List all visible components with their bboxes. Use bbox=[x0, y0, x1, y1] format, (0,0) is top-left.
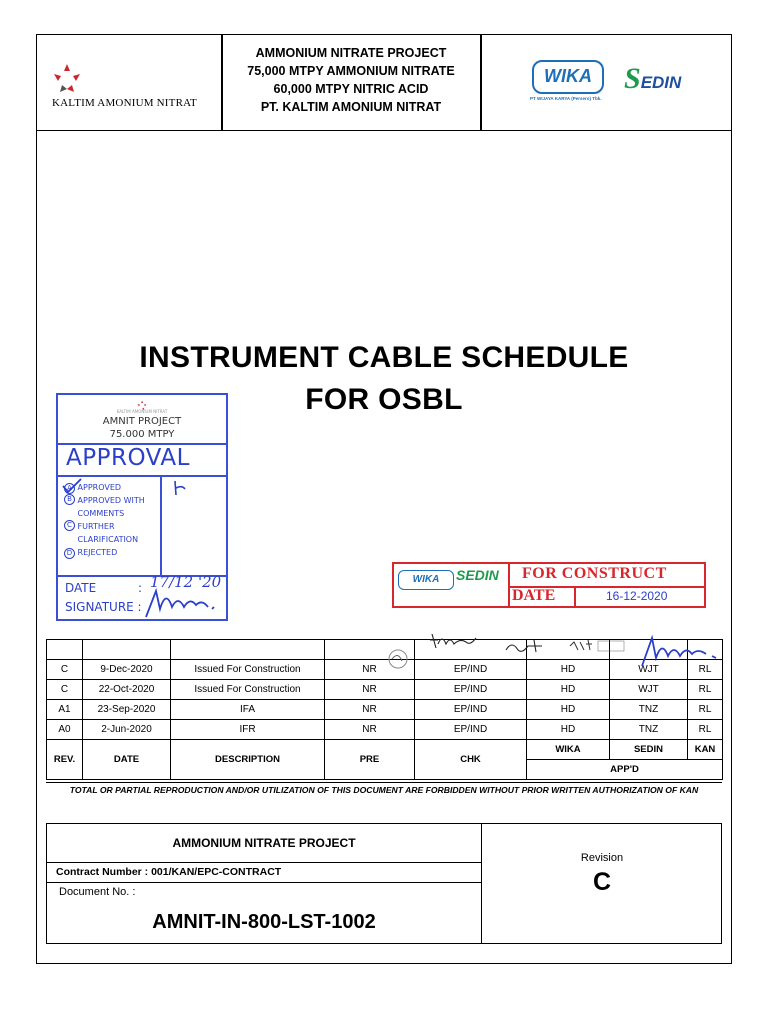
stamp-signature bbox=[138, 581, 228, 621]
rev-cell: A1 bbox=[47, 700, 83, 720]
rev-cell: C bbox=[47, 660, 83, 680]
option-approved: APPROVED bbox=[77, 483, 122, 492]
header-date: DATE bbox=[83, 740, 171, 780]
wika-subtext: PT WIJAYA KARYA (Persero) Tbk. bbox=[530, 96, 602, 101]
pre-signature bbox=[386, 647, 410, 671]
header-description: DESCRIPTION bbox=[171, 740, 325, 780]
stamp-logo-text: KALTIM AMONIUM NITRAT bbox=[116, 409, 168, 414]
check-mark-icon bbox=[61, 477, 83, 495]
wika-cell: HD bbox=[527, 700, 610, 720]
stamp-date-separator: : bbox=[138, 581, 143, 595]
project-line: 75,000 MTPY AMMONIUM NITRATE bbox=[247, 64, 455, 78]
sedin-logo: SEDIN bbox=[624, 62, 682, 95]
project-heading bbox=[222, 44, 480, 116]
table-row bbox=[47, 720, 723, 740]
contract-number: Contract Number : 001/KAN/EPC-CONTRACT bbox=[56, 866, 282, 878]
rev-cell: A0 bbox=[47, 720, 83, 740]
pre-cell: NR bbox=[325, 680, 415, 700]
footer-project: AMMONIUM NITRATE PROJECT bbox=[172, 836, 356, 850]
header-pre: PRE bbox=[325, 740, 415, 780]
header-rev: REV. bbox=[47, 740, 83, 780]
document-info-box bbox=[46, 823, 722, 944]
document-number: AMNIT-IN-800-LST-1002 bbox=[152, 911, 376, 933]
construct-date-value: 16-12-2020 bbox=[606, 589, 668, 603]
chk-signature bbox=[426, 630, 482, 652]
option-d-circle: D bbox=[64, 548, 75, 559]
stamp-heading: APPROVAL bbox=[66, 445, 190, 471]
option-b-circle: B bbox=[64, 494, 75, 505]
option-rejected: REJECTED bbox=[77, 548, 118, 557]
divider bbox=[46, 782, 722, 783]
stamp-date-value: 17/12 '20 bbox=[150, 573, 222, 591]
stamp-project bbox=[58, 415, 226, 441]
kan-star-icon bbox=[52, 62, 82, 98]
option-a-circle: A bbox=[64, 483, 75, 494]
wika-cell: HD bbox=[527, 660, 610, 680]
project-line: AMMONIUM NITRATE PROJECT bbox=[255, 46, 447, 60]
project-line: PT. KALTIM AMONIUM NITRAT bbox=[260, 100, 442, 114]
revision-label: Revision bbox=[580, 852, 624, 864]
stamp-capacity: 75.000 MTPY bbox=[109, 429, 175, 440]
kan-cell: RL bbox=[688, 720, 723, 740]
reproduction-notice: TOTAL OR PARTIAL REPRODUCTION AND/OR UTILIZATION OF THIS DOCUMENT ARE FORBIDDEN WITHOUT PRIOR WRITTEN AUTHORIZATION OF KAN bbox=[69, 785, 699, 795]
date-cell: 9-Dec-2020 bbox=[83, 660, 171, 680]
title-line: FOR OSBL bbox=[305, 383, 463, 416]
sedin-cell: WJT bbox=[610, 680, 688, 700]
description-cell: IFA bbox=[171, 700, 325, 720]
stamp-date-label: DATE bbox=[65, 581, 97, 595]
title-line: INSTRUMENT CABLE SCHEDULE bbox=[139, 341, 629, 374]
date-cell: 23-Sep-2020 bbox=[83, 700, 171, 720]
description-cell: Issued For Construction bbox=[171, 660, 325, 680]
approver-initial-signature bbox=[170, 479, 190, 499]
sedin-logo-text: EDIN bbox=[640, 73, 682, 92]
table-row bbox=[47, 680, 723, 700]
kan-signature bbox=[636, 632, 728, 670]
sedin-cell: TNZ bbox=[610, 720, 688, 740]
header-divider bbox=[480, 34, 482, 131]
stamp-project-name: AMNIT PROJECT bbox=[102, 416, 182, 427]
approval-stamp bbox=[56, 393, 228, 621]
revision-value: C bbox=[592, 868, 612, 896]
client-logo-text: KALTIM AMONIUM NITRAT bbox=[52, 97, 197, 109]
header-kan: KAN bbox=[688, 740, 723, 760]
document-no-label: Document No. : bbox=[59, 886, 136, 898]
chk-cell: EP/IND bbox=[415, 720, 527, 740]
rev-cell: C bbox=[47, 680, 83, 700]
chk-cell: EP/IND bbox=[415, 680, 527, 700]
chk-cell: EP/IND bbox=[415, 660, 527, 680]
for-construct-label: FOR CONSTRUCT bbox=[522, 565, 667, 582]
wika-signature bbox=[502, 638, 546, 656]
header-chk: CHK bbox=[415, 740, 527, 780]
sedin-signature bbox=[568, 638, 628, 654]
date-cell: 22-Oct-2020 bbox=[83, 680, 171, 700]
for-construct-stamp bbox=[392, 562, 706, 608]
header-wika: WIKA bbox=[527, 740, 610, 760]
kan-cell: RL bbox=[688, 700, 723, 720]
pre-cell: NR bbox=[325, 700, 415, 720]
table-header-row bbox=[47, 740, 723, 760]
wika-logo: WIKA bbox=[398, 570, 454, 590]
wika-logo bbox=[532, 60, 604, 94]
sedin-cell: WJT bbox=[610, 660, 688, 680]
wika-logo-text: WIKA bbox=[544, 66, 592, 86]
description-cell: Issued For Construction bbox=[171, 680, 325, 700]
signature-cell bbox=[47, 640, 83, 660]
pre-cell: NR bbox=[325, 660, 415, 680]
revision-table bbox=[46, 639, 723, 780]
pre-cell: NR bbox=[325, 720, 415, 740]
table-row bbox=[47, 700, 723, 720]
wika-cell: HD bbox=[527, 680, 610, 700]
option-c-circle: C bbox=[64, 520, 75, 531]
option-further-clarification: FURTHER CLARIFICATION bbox=[77, 522, 139, 544]
project-line: 60,000 MTPY NITRIC ACID bbox=[273, 82, 429, 96]
kan-cell: RL bbox=[688, 660, 723, 680]
wika-cell: HD bbox=[527, 720, 610, 740]
table-row bbox=[47, 660, 723, 680]
description-cell: IFR bbox=[171, 720, 325, 740]
stamp-signature-label: SIGNATURE : bbox=[65, 600, 142, 614]
header-sedin: SEDIN bbox=[610, 740, 688, 760]
kan-cell: RL bbox=[688, 680, 723, 700]
date-cell: 2-Jun-2020 bbox=[83, 720, 171, 740]
construct-date-label: DATE bbox=[512, 587, 556, 604]
sedin-cell: TNZ bbox=[610, 700, 688, 720]
header-appd: APP'D bbox=[527, 760, 723, 780]
sedin-logo: SEDIN bbox=[456, 567, 499, 583]
option-approved-with-comments: APPROVED WITH COMMENTS bbox=[77, 496, 145, 518]
chk-cell: EP/IND bbox=[415, 700, 527, 720]
